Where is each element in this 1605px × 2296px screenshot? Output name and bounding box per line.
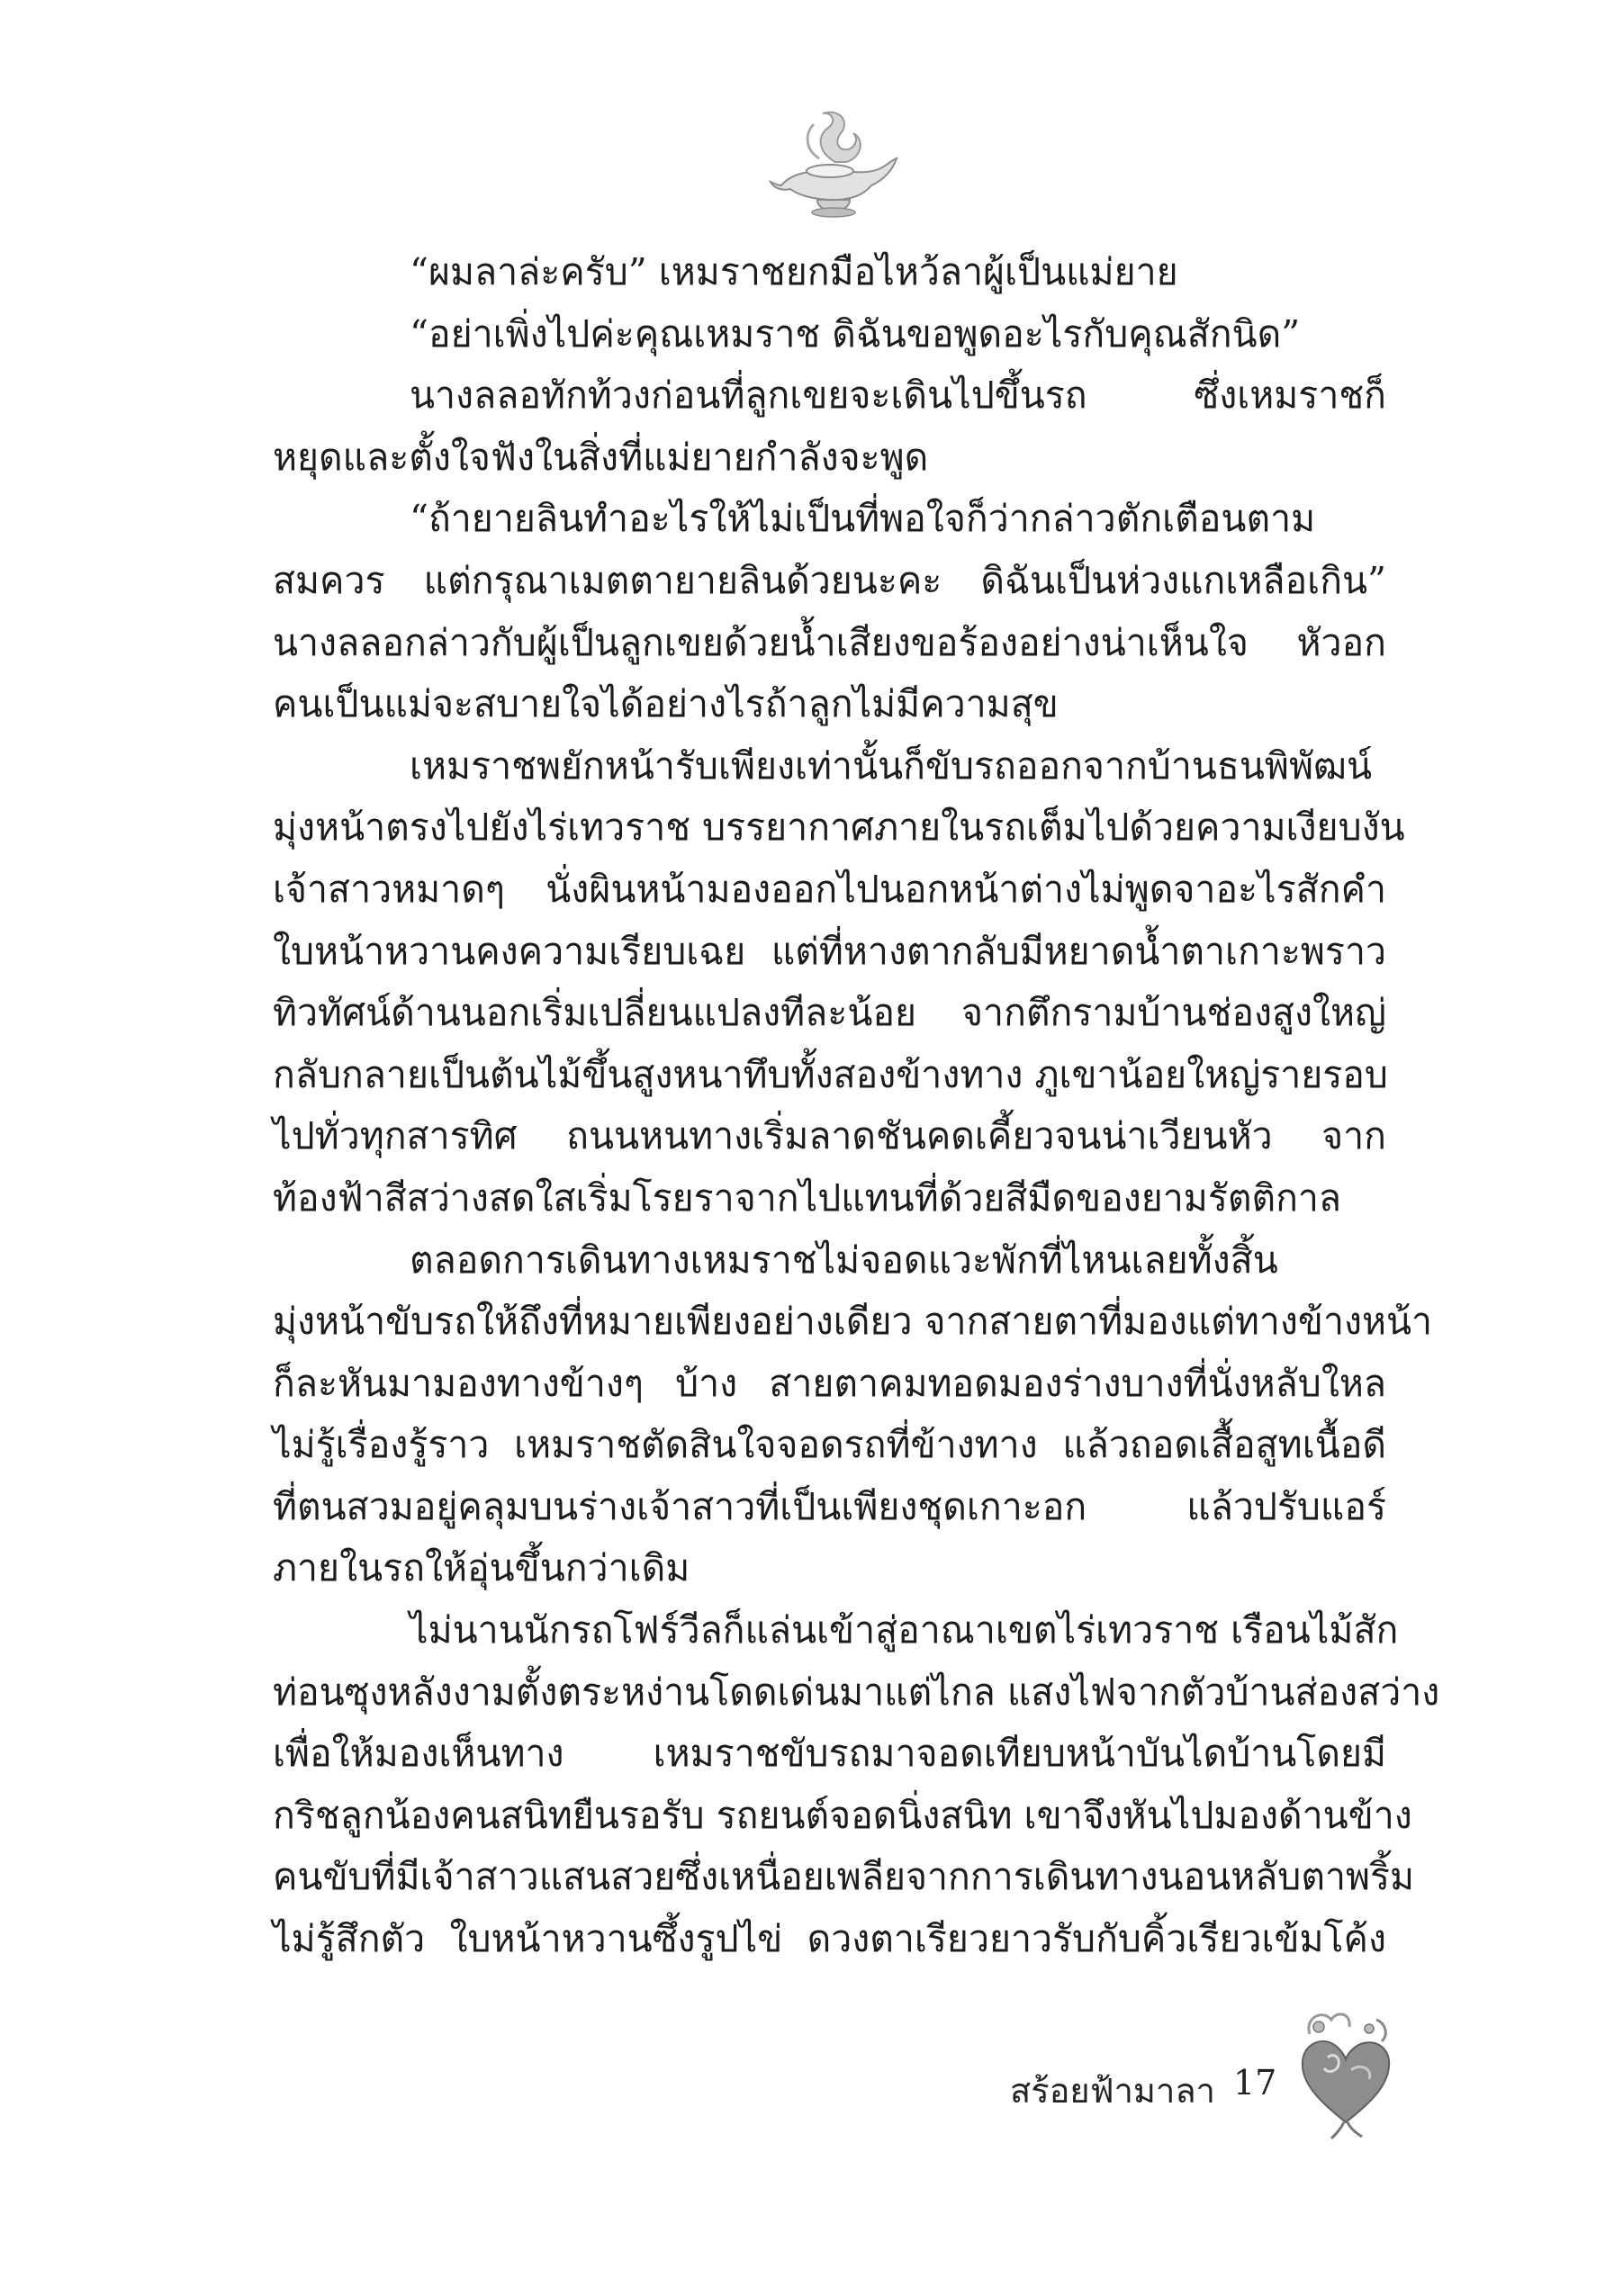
page-number: 17 bbox=[1233, 2063, 1277, 2102]
text-line: กริชลูกน้องคนสนิทยืนรอรับ รถยนต์จอดนิ่งสนิท เขาจึงหันไปมองด้านข้าง bbox=[273, 1793, 1412, 1837]
text-line: กลับกลายเป็นต้นไม้ขึ้นสูงหนาทึบทั้งสองข้างทาง ภูเขาน้อยใหญ่รายรอบ bbox=[273, 1052, 1388, 1096]
text-line: ไม่รู้เรื่องรู้ราว เหมราชตัดสินใจจอดรถที่ข้างทาง แล้วถอดเสื้อสูทเนื้อดี bbox=[273, 1423, 1386, 1467]
heart-ornament bbox=[1292, 2007, 1400, 2142]
body-text bbox=[273, 241, 1440, 1970]
text-line: ทิวทัศน์ด้านนอกเริ่มเปลี่ยนแปลงทีละน้อย จากตึกรามบ้านช่องสูงใหญ่ bbox=[273, 991, 1386, 1035]
text-line: เหมราชพยักหน้ารับเพียงเท่านั้นก็ขับรถออกจากบ้านธนพิพัฒน์ bbox=[410, 743, 1373, 788]
text-line: ไม่รู้สึกตัว ใบหน้าหวานซึ้งรูปไข่ ดวงตาเรียวยาวรับกับคิ้วเรียวเข้มโค้ง bbox=[273, 1917, 1386, 1961]
text-line: มุ่งหน้าตรงไปยังไร่เทวราช บรรยากาศภายในรถเต็มไปด้วยความเงียบงัน bbox=[273, 806, 1405, 850]
book-title: สร้อยฟ้ามาลา bbox=[1010, 2071, 1215, 2111]
text-line: เจ้าสาวหมาดๆ นั่งผินหน้ามองออกไปนอกหน้าต่างไม่พูดจาอะไรสักคำ bbox=[273, 867, 1386, 911]
text-line: เพื่อให้มองเห็นทาง เหมราชขับรถมาจอดเทียบหน้าบันไดบ้านโดยมี bbox=[273, 1732, 1386, 1776]
text-line: นางลลอกล่าวกับผู้เป็นลูกเขยด้วยน้ำเสียงขอร้องอย่างน่าเห็นใจ หัวอก bbox=[273, 620, 1386, 664]
text-line: ใบหน้าหวานคงความเรียบเฉย แต่ที่หางตากลับมีหยาดน้ำตาเกาะพราว bbox=[273, 929, 1386, 973]
text-line: ท้องฟ้าสีสว่างสดใสเริ่มโรยราจากไปแทนที่ด้วยสีมืดของยามรัตติกาล bbox=[273, 1175, 1342, 1220]
text-line: ตลอดการเดินทางเหมราชไม่จอดแวะพักที่ไหนเลยทั้งสิ้น bbox=[410, 1238, 1278, 1282]
text-line: “อย่าเพิ่งไปค่ะคุณเหมราช ดิฉันขอพูดอะไรกับคุณสักนิด” bbox=[410, 311, 1301, 356]
text-line: ก็ละหันมามองทางข้างๆ บ้าง สายตาคมทอดมองร่างบางที่นั่งหลับใหล bbox=[273, 1361, 1386, 1405]
text-line: คนขับที่มีเจ้าสาวแสนสวยซึ่งเหนื่อยเพลียจากการเดินทางนอนหลับตาพริ้ม bbox=[273, 1855, 1415, 1899]
text-line: “ผมลาล่ะครับ” เหมราชยกมือไหว้ลาผู้เป็นแม่ยาย bbox=[410, 250, 1178, 293]
text-line: ไม่นานนักรถโฟร์วีลก็แล่นเข้าสู่อาณาเขตไร่เทวราช เรือนไม้สัก bbox=[410, 1608, 1399, 1652]
text-line: หยุดและตั้งใจฟังในสิ่งที่แม่ยายกำลังจะพูด bbox=[273, 435, 929, 479]
text-line: ท่อนซุงหลังงามตั้งตระหง่านโดดเด่นมาแต่ไกล แสงไฟจากตัวบ้านส่องสว่าง bbox=[273, 1670, 1440, 1714]
text-line: “ถ้ายายลินทำอะไรให้ไม่เป็นที่พอใจก็ว่ากล่าวตักเตือนตาม bbox=[410, 497, 1316, 541]
text-line: ที่ตนสวมอยู่คลุมบนร่างเจ้าสาวที่เป็นเพียงชุดเกาะอก แล้วปรับแอร์ bbox=[273, 1484, 1386, 1528]
text-line: ไปทั่วทุกสารทิศ ถนนหนทางเริ่มลาดชันคดเคี้ยวจนน่าเวียนหัว จาก bbox=[273, 1114, 1386, 1158]
magic-lamp-ornament bbox=[765, 106, 900, 223]
text-line: นางลลอทักท้วงก่อนที่ลูกเขยจะเดินไปขึ้นรถ ซึ่งเหมราชก็ bbox=[410, 374, 1386, 418]
text-line: คนเป็นแม่จะสบายใจได้อย่างไรถ้าลูกไม่มีความสุข bbox=[273, 682, 1059, 726]
text-line: มุ่งหน้าขับรถให้ถึงที่หมายเพียงอย่างเดียว จากสายตาที่มองแต่ทางข้างหน้า bbox=[273, 1300, 1433, 1344]
text-line: สมควร แต่กรุณาเมตตายายลินด้วยนะคะ ดิฉันเป็นห่วงแกเหลือเกิน” bbox=[273, 558, 1386, 602]
text-line: ภายในรถให้อุ่นขึ้นกว่าเดิม bbox=[273, 1546, 690, 1590]
